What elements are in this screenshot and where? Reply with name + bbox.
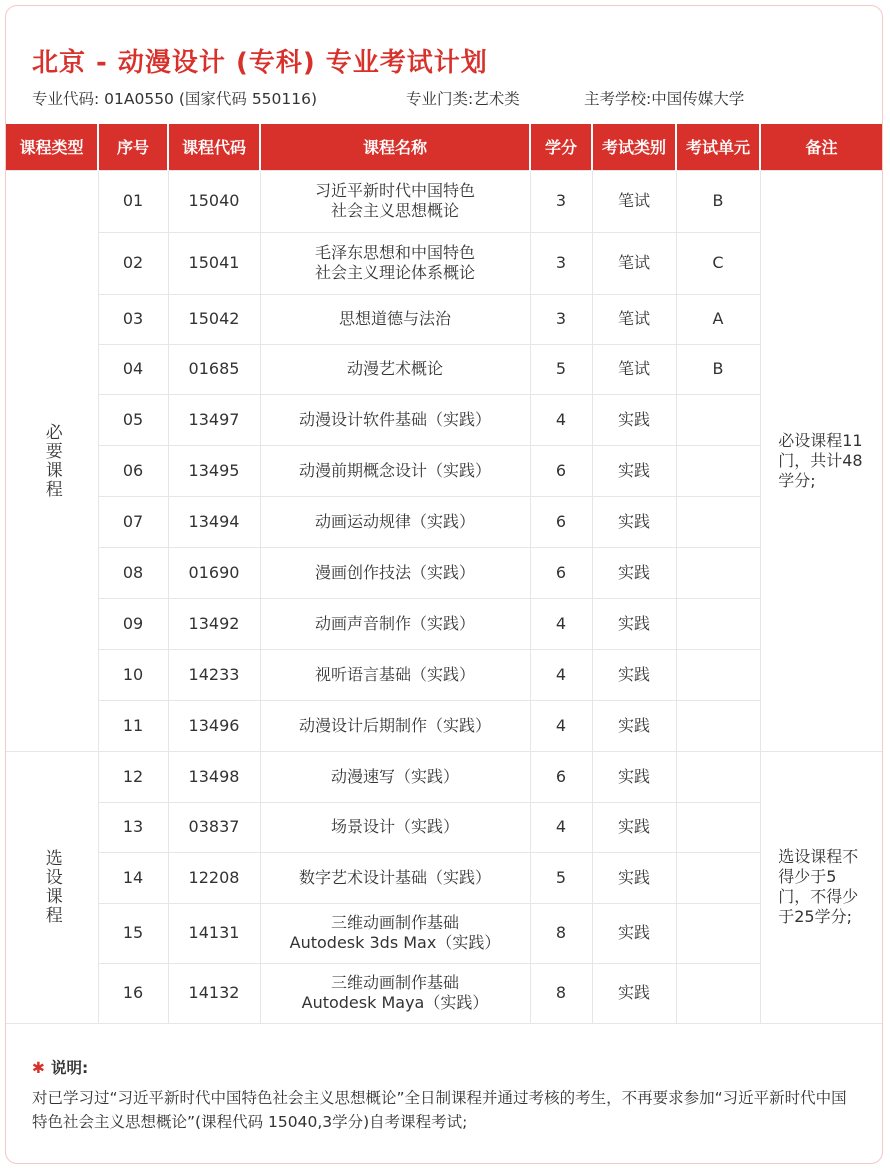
major-meta [32,87,744,109]
course-name-cell: 动漫艺术概论 [260,344,530,394]
course-name-cell: 动漫设计后期制作（实践） [260,700,530,751]
remark-text: 选设课程不得少于5门，不得少于25学分; [778,847,859,926]
course-code-cell: 14233 [168,649,260,700]
row-no-cell: 04 [98,344,168,394]
credit-cell: 4 [530,598,592,649]
course-code-cell: 03837 [168,802,260,852]
row-no-cell: 03 [98,294,168,344]
course-code-cell: 13498 [168,751,260,802]
course-code-cell: 01685 [168,344,260,394]
credit-cell: 3 [530,170,592,232]
exam-type-cell: 实践 [592,903,676,963]
table-row [6,547,882,598]
course-code-cell: 15041 [168,232,260,294]
course-name-cell: 习近平新时代中国特色 社会主义思想概论 [260,170,530,232]
course-name-cell: 动漫前期概念设计（实践） [260,445,530,496]
table-row [6,496,882,547]
col-header-name: 课程名称 [260,124,530,170]
explanation-heading: ✱ 说明: [32,1059,89,1077]
remark-cell [760,751,882,1023]
exam-type-cell: 实践 [592,802,676,852]
exam-unit-cell [676,751,760,802]
exam-type-cell: 实践 [592,496,676,547]
course-code-cell: 14131 [168,903,260,963]
exam-type-cell: 实践 [592,445,676,496]
course-code-cell: 13497 [168,394,260,445]
exam-unit-cell [676,963,760,1023]
row-no-cell: 06 [98,445,168,496]
course-name-cell: 思想道德与法治 [260,294,530,344]
row-no-cell: 05 [98,394,168,445]
course-name-cell: 动漫速写（实践） [260,751,530,802]
table-row [6,294,882,344]
course-name-cell: 动画声音制作（实践） [260,598,530,649]
course-plan-table [6,124,882,1024]
exam-unit-cell: B [676,344,760,394]
credit-cell: 6 [530,496,592,547]
col-header-note: 备注 [760,124,882,170]
row-no-cell: 15 [98,903,168,963]
exam-type-cell: 实践 [592,963,676,1023]
exam-type-cell: 实践 [592,394,676,445]
table-row [6,852,882,903]
row-no-cell: 16 [98,963,168,1023]
course-name-cell: 毛泽东思想和中国特色 社会主义理论体系概论 [260,232,530,294]
exam-unit-cell: A [676,294,760,344]
row-no-cell: 14 [98,852,168,903]
table-row [6,700,882,751]
credit-cell: 3 [530,232,592,294]
row-no-cell: 12 [98,751,168,802]
exam-unit-cell [676,547,760,598]
exam-unit-cell [676,394,760,445]
table-row [6,598,882,649]
exam-unit-cell [676,700,760,751]
course-name-cell: 动漫设计软件基础（实践） [260,394,530,445]
course-name-cell: 数字艺术设计基础（实践） [260,852,530,903]
col-header-exam: 考试类别 [592,124,676,170]
table-row [6,344,882,394]
course-code-cell: 15040 [168,170,260,232]
credit-cell: 8 [530,963,592,1023]
course-name-cell: 三维动画制作基础 Autodesk 3ds Max（实践） [260,903,530,963]
col-header-unit: 考试单元 [676,124,760,170]
host-school: 主考学校:中国传媒大学 [584,90,745,108]
table-row [6,751,882,802]
credit-cell: 4 [530,394,592,445]
credit-cell: 8 [530,903,592,963]
table-header-row [6,124,882,170]
course-code-cell: 12208 [168,852,260,903]
table-row [6,170,882,232]
row-no-cell: 07 [98,496,168,547]
row-no-cell: 09 [98,598,168,649]
exam-unit-cell [676,496,760,547]
remark-text: 必设课程11门，共计48学分; [778,430,863,490]
table-row [6,445,882,496]
exam-type-cell: 实践 [592,598,676,649]
table-row [6,903,882,963]
exam-type-cell: 实践 [592,700,676,751]
row-no-cell: 02 [98,232,168,294]
credit-cell: 6 [530,445,592,496]
course-code-cell: 14132 [168,963,260,1023]
col-header-credit: 学分 [530,124,592,170]
col-header-no: 序号 [98,124,168,170]
exam-unit-cell [676,445,760,496]
table-row [6,649,882,700]
exam-unit-cell [676,802,760,852]
col-header-type: 课程类型 [6,124,98,170]
course-code-cell: 13494 [168,496,260,547]
exam-type-cell: 实践 [592,649,676,700]
credit-cell: 3 [530,294,592,344]
course-name-cell: 动画运动规律（实践） [260,496,530,547]
row-no-cell: 10 [98,649,168,700]
credit-cell: 4 [530,700,592,751]
row-no-cell: 01 [98,170,168,232]
exam-unit-cell [676,649,760,700]
course-code-cell: 13496 [168,700,260,751]
row-no-cell: 08 [98,547,168,598]
remark-cell [760,170,882,751]
table-row [6,394,882,445]
exam-type-cell: 实践 [592,751,676,802]
exam-type-cell: 笔试 [592,344,676,394]
major-category: 专业门类:艺术类 [406,90,520,108]
exam-unit-cell: C [676,232,760,294]
course-name-cell: 场景设计（实践） [260,802,530,852]
exam-unit-cell [676,852,760,903]
course-code-cell: 15042 [168,294,260,344]
exam-plan-card [5,5,883,1164]
exam-type-cell: 笔试 [592,232,676,294]
explanation-text: 对已学习过“习近平新时代中国特色社会主义思想概论”全日制课程并通过考核的考生，不再要求参加“习近平新时代中国特色社会主义思想概论”(课程代码 15040,3学分)自考课程考试; [32,1089,847,1131]
credit-cell: 6 [530,751,592,802]
explanation-section [6,1023,882,1163]
row-no-cell: 11 [98,700,168,751]
course-code-cell: 13495 [168,445,260,496]
row-no-cell: 13 [98,802,168,852]
credit-cell: 5 [530,344,592,394]
exam-unit-cell [676,903,760,963]
exam-type-cell: 实践 [592,852,676,903]
course-type-cell: 选设课程 [6,751,98,1023]
course-code-cell: 01690 [168,547,260,598]
exam-unit-cell: B [676,170,760,232]
credit-cell: 6 [530,547,592,598]
exam-type-cell: 实践 [592,547,676,598]
exam-unit-cell [676,598,760,649]
course-name-cell: 三维动画制作基础 Autodesk Maya（实践） [260,963,530,1023]
col-header-code: 课程代码 [168,124,260,170]
credit-cell: 4 [530,802,592,852]
credit-cell: 5 [530,852,592,903]
table-row [6,232,882,294]
course-type-cell: 必要课程 [6,170,98,751]
page-title: 北京 - 动漫设计 (专科) 专业考试计划 [32,48,488,78]
course-name-cell: 漫画创作技法（实践） [260,547,530,598]
exam-type-cell: 笔试 [592,294,676,344]
course-name-cell: 视听语言基础（实践） [260,649,530,700]
major-code: 专业代码: 01A0550 (国家代码 550116) [32,90,318,108]
asterisk-icon: ✱ [32,1059,45,1077]
exam-type-cell: 笔试 [592,170,676,232]
course-code-cell: 13492 [168,598,260,649]
credit-cell: 4 [530,649,592,700]
table-row [6,963,882,1023]
table-row [6,802,882,852]
